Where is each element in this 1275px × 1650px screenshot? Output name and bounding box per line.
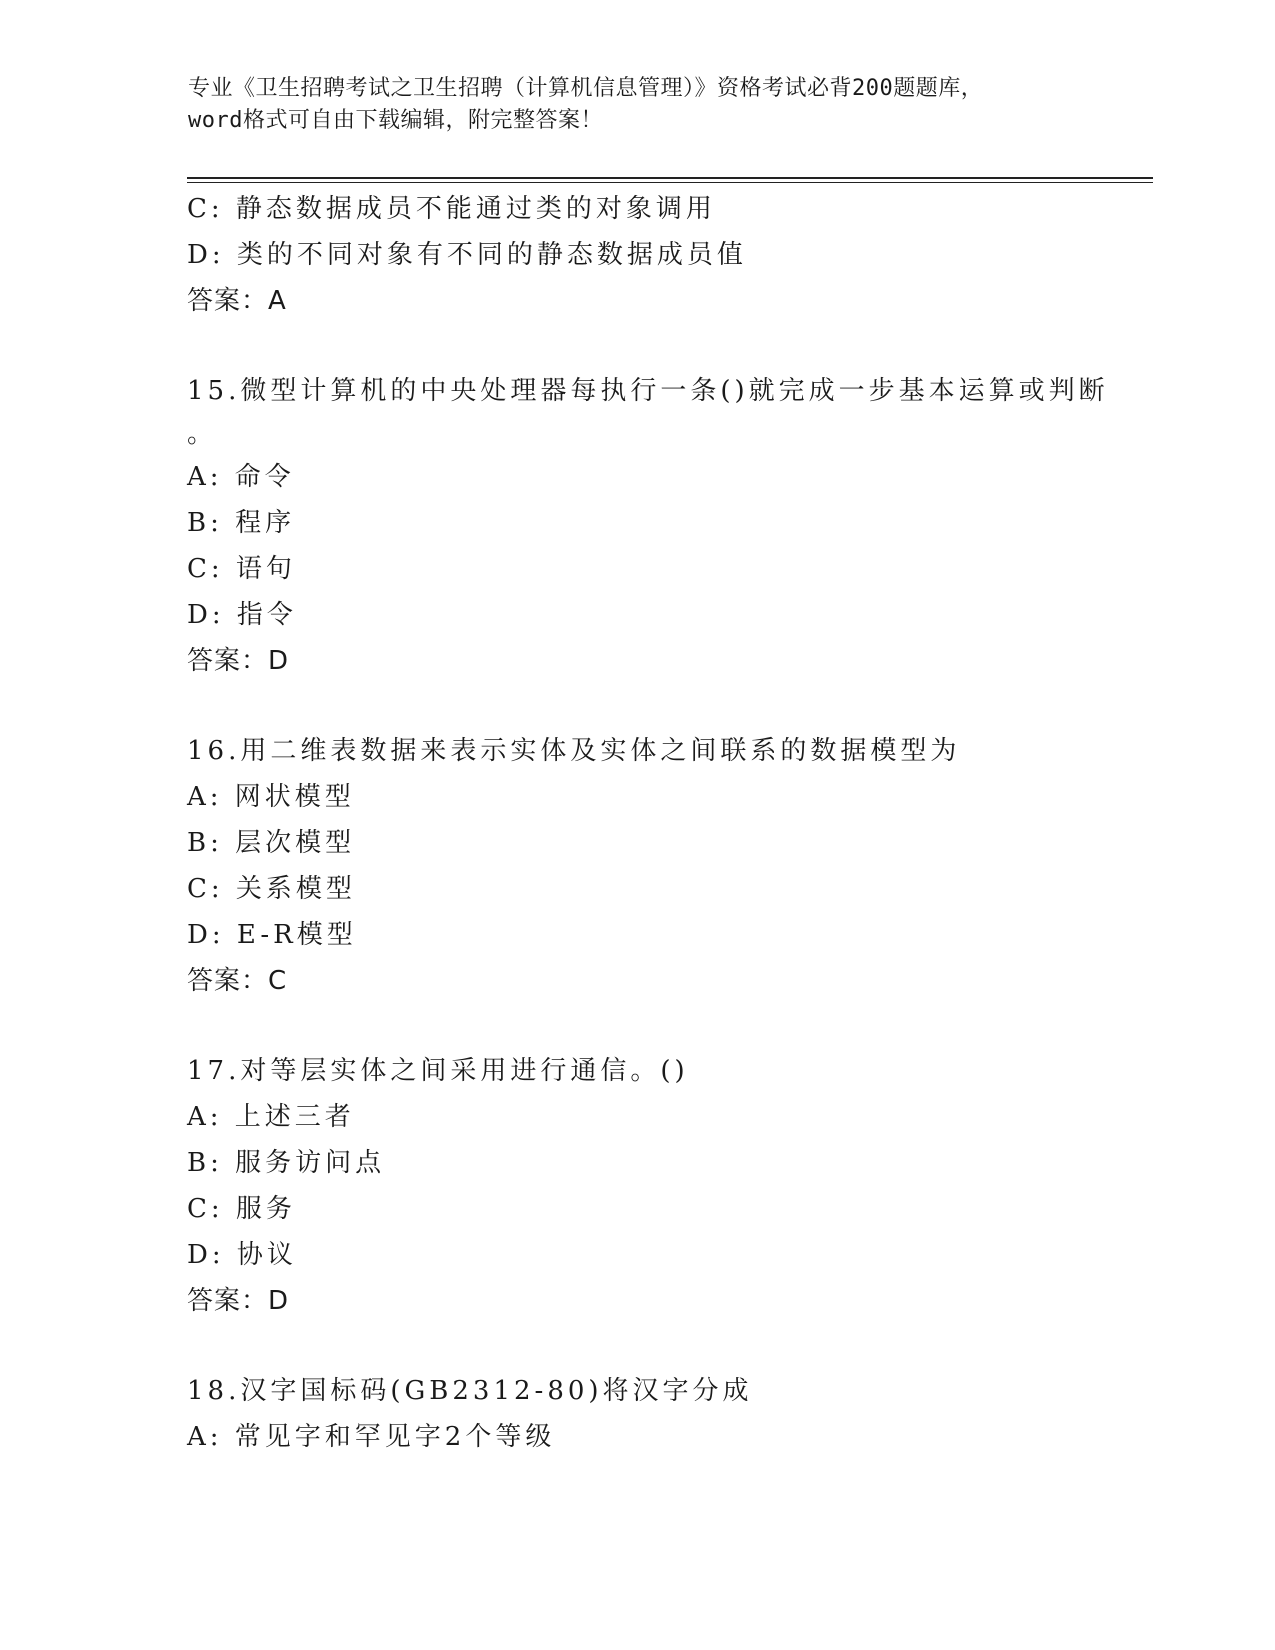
question-stem: 16.用二维表数据来表示实体及实体之间联系的数据模型为 [187,736,961,766]
question-block-18 [187,1368,1147,1460]
answer-label: 答案：A [187,286,287,316]
option-a: A: 命令 [187,462,295,492]
answer-label: 答案：D [187,1286,290,1316]
option-d: D: E-R模型 [187,920,357,950]
option-b: B: 程序 [187,508,296,538]
spacer [187,684,1147,728]
spacer [187,1004,1147,1048]
question-block-14-continued [187,186,1147,324]
question-stem-continued: 。 [187,419,214,449]
option-d: D: 指令 [187,600,297,630]
question-content [187,186,1147,1460]
spacer [187,324,1147,368]
document-header [188,73,1148,137]
question-block-17 [187,1048,1147,1324]
question-stem: 15.微型计算机的中央处理器每执行一条()就完成一步基本运算或判断 [187,376,1109,406]
answer-label: 答案：D [187,646,290,676]
option-c: C: 关系模型 [187,874,356,904]
option-c: C: 服务 [187,1194,296,1224]
option-a: A: 上述三者 [187,1102,355,1132]
option-b: B: 服务访问点 [187,1148,386,1178]
answer-label: 答案：C [187,966,288,996]
header-divider-thin [187,182,1153,183]
option-b: B: 层次模型 [187,828,356,858]
question-block-16 [187,728,1147,1004]
question-stem: 17.对等层实体之间采用进行通信。() [187,1056,689,1086]
option-a: A: 网状模型 [187,782,355,812]
question-stem: 18.汉字国标码(GB2312-80)将汉字分成 [187,1376,753,1406]
header-divider-thick [187,177,1153,179]
question-block-15 [187,368,1147,684]
option-a: A: 常见字和罕见字2个等级 [187,1422,556,1452]
header-title-line-1: 专业《卫生招聘考试之卫生招聘（计算机信息管理）》资格考试必背200题题库， [188,76,984,101]
option-d: D: 类的不同对象有不同的静态数据成员值 [187,240,747,270]
option-c: C: 静态数据成员不能通过类的对象调用 [187,194,716,224]
option-d: D: 协议 [187,1240,297,1270]
header-title-line-2: word格式可自由下载编辑，附完整答案！ [188,108,603,133]
spacer [187,1324,1147,1368]
option-c: C: 语句 [187,554,296,584]
